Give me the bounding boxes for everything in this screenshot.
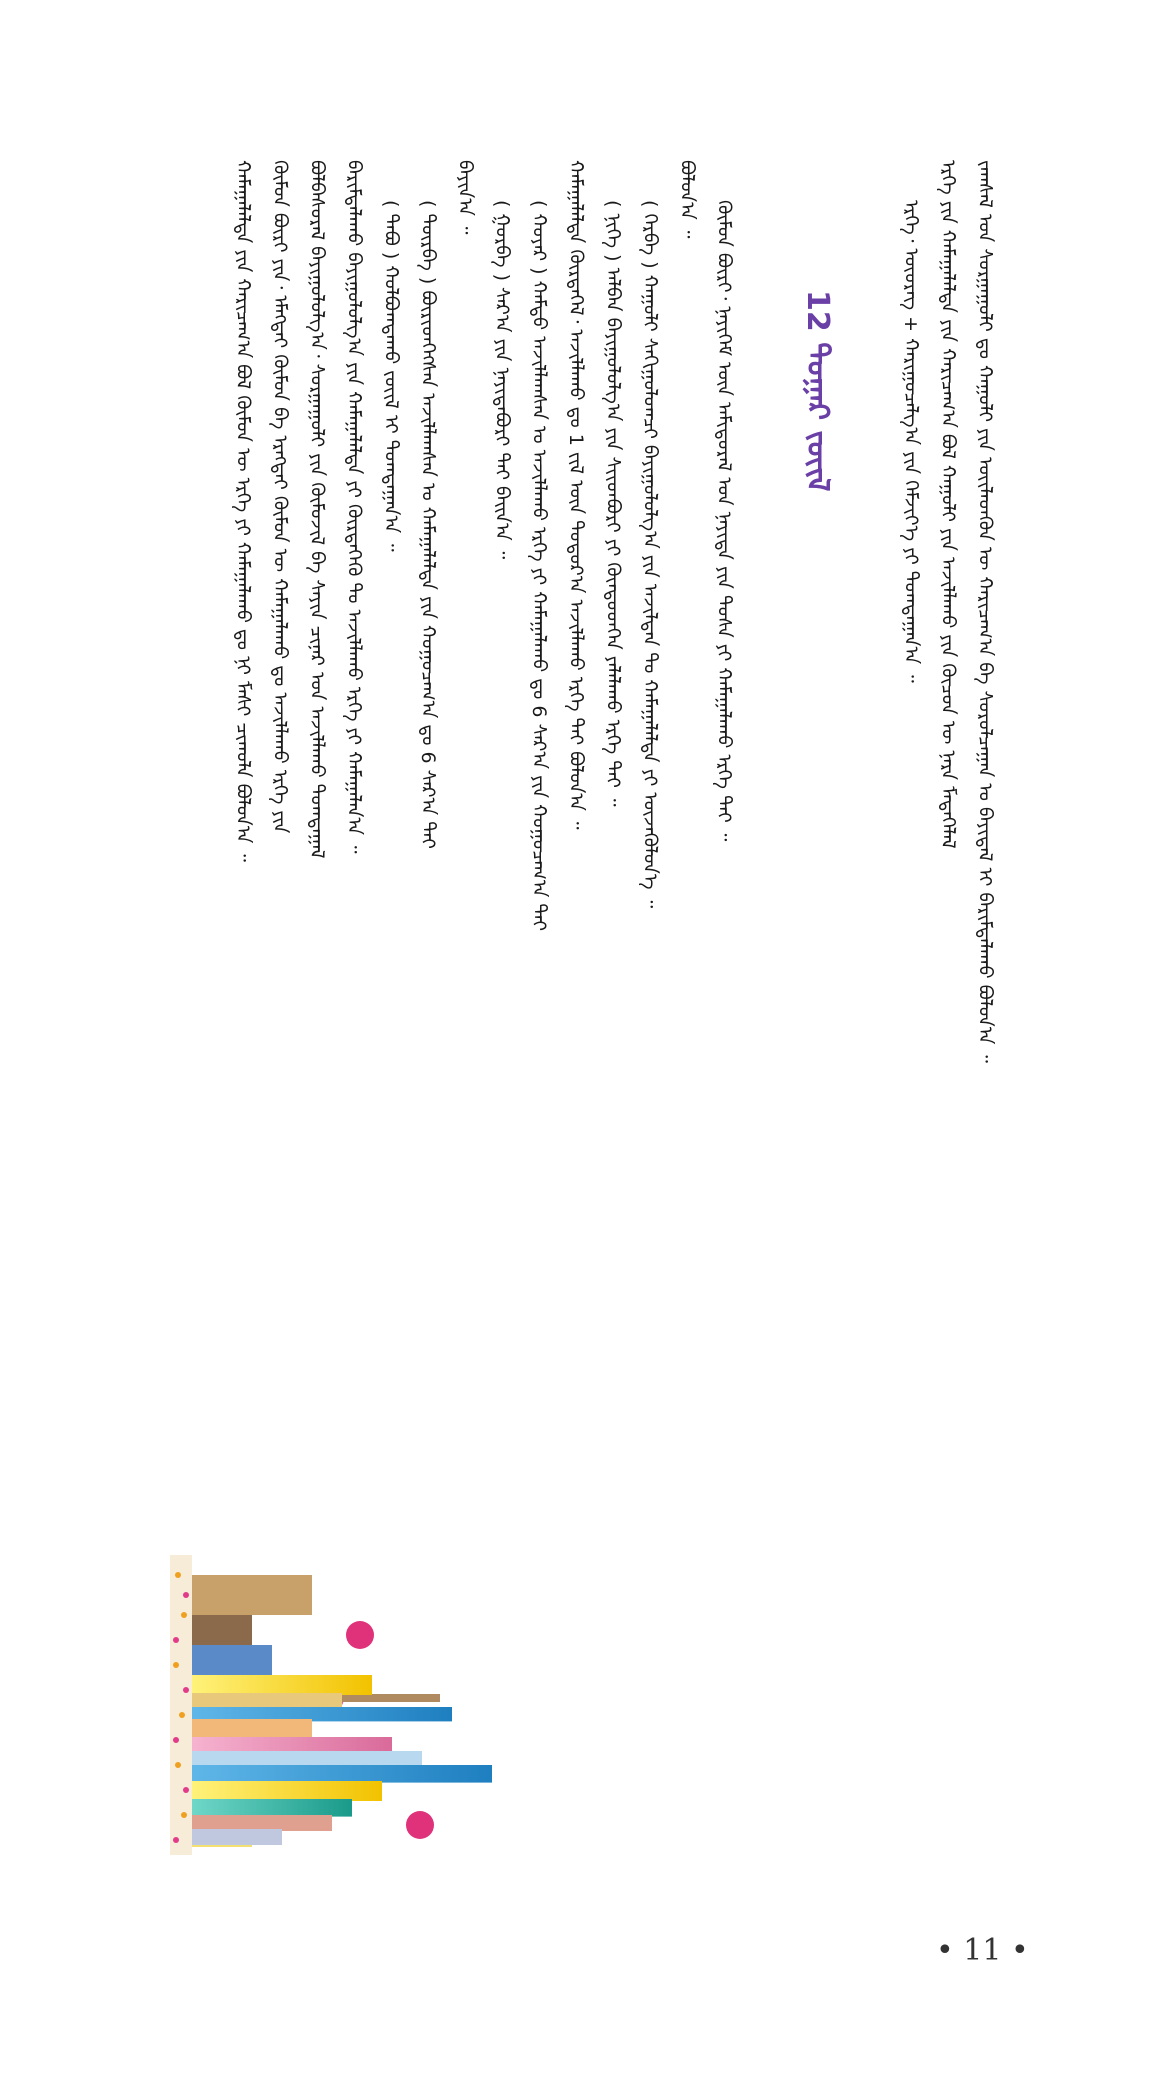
text-line: ( ᠬᠡᠷᠪᠡ ) ᠬᠠᠭᠤᠯᠢ ᠰᠠᠬᠢᠭᠤᠯᠤᠭᠴᠢ ᠪᠠᠶᠢᠭᠤᠯᠤᠯᠭ᠎ᠠ ᠶᠢᠨ ᠠᠵᠢᠯᠲᠠᠨ ᠲᠤ ᠬᠠᠮᠠᠭᠠᠯᠠᠯᠲᠠ ᠶᠢ ᠦᠵᠡᠭᠦᠯᠦᠨ᠎ᠡ ᠃ — [639, 200, 661, 909]
spacer — [847, 160, 892, 1480]
text-line: ᠵᠠᠭᠰᠠᠯ ᠤᠨ ᠰᠤᠷᠭᠠᠭᠤᠯᠢ ᠳᠤ ᠬᠠᠭᠤᠯᠢ ᠶᠢᠨ ᠦᠢᠯᠡᠳᠬᠦᠨ ᠦ ᠬᠠᠷᠢᠴᠠᠭ᠎ᠠ ᠪᠠ ᠰᠤᠷᠤᠯᠴᠠᠭᠠᠨ ᠤ ᠪᠠᠶᠢᠳᠠᠯ ᠢ ᠪᠠᠷᠢᠮᠳᠠᠯᠠᠬᠤ ᠪᠣᠯᠤᠨ᠎ᠠ ᠃ — [974, 160, 996, 1063]
page-number: • 11 • — [936, 1933, 1029, 1968]
skyline-building — [192, 1829, 282, 1845]
text-line: ( ᠲᠠᠪᠤ ) ᠬᠣᠯᠪᠣᠭᠳᠠᠬᠤ ᠵᠦᠢᠯ ᠢ ᠲᠣᠭᠲᠠᠭᠠᠨ᠎ᠠ ᠃ — [380, 200, 402, 552]
text-line: ᠪᠣᠯᠤᠨ᠎ᠠ ᠃ — [676, 160, 698, 239]
skyline-building — [192, 1693, 342, 1709]
text-line: ᠪᠠᠷᠢᠮᠳᠠᠯᠠᠬᠤ ᠪᠠᠶᠢᠭᠤᠯᠤᠯᠭ᠎ᠠ ᠶᠢᠨ ᠬᠠᠮᠠᠭᠠᠯᠠᠯᠲᠠ ᠶᠢ ᠬᠦᠷᠲᠡᠭᠡᠬᠦ ᠲᠤ ᠠᠵᠢᠯᠯᠠᠬᠤ ᠡᠷᠬᠡ ᠶᠢ ᠬᠠᠮᠠᠭᠠᠯᠠᠨ᠎ᠠ ᠃ — [343, 160, 365, 854]
text-line: ( ᠳᠥᠷᠪᠡ ) ᠪᠦᠷᠢᠳᠬᠡᠭᠰᠡᠨ ᠠᠵᠢᠯᠯᠠᠭᠰᠠᠨ ᠤ ᠬᠠᠮᠠᠭᠠᠯᠠᠯᠲᠠ ᠶᠢᠨ ᠬᠤᠭᠤᠴᠠᠭ᠎ᠠ ᠳᠤ 6 ᠰᠠᠷ᠎ᠠ ᠲᠠᠢ — [417, 200, 439, 849]
text-line: ( ᠬᠣᠶᠠᠷ ) ᠬᠠᠮᠲᠤ ᠠᠵᠢᠯᠯᠠᠭᠰᠠᠨ ᠤ ᠠᠵᠢᠯᠯᠠᠬᠤ ᠡᠷᠬᠡ ᠶᠢ ᠬᠠᠮᠠᠭᠠᠯᠠᠬᠤ ᠳᠤ 6 ᠰᠠᠷ᠎ᠠ ᠶᠢᠨ ᠬᠤᠭᠤᠴᠠᠭ᠎ᠠ ᠲᠠᠢ — [528, 200, 550, 932]
city-skyline-illustration — [170, 1555, 970, 1855]
skyline-balloon — [406, 1811, 434, 1839]
text-line: ᠡᠷᠬᠡ ᠶᠢᠨ ᠬᠠᠮᠠᠭᠠᠯᠠᠯᠲᠠ ᠶᠢᠨ ᠬᠠᠷᠢᠴᠠᠭ᠎ᠠ ᠪᠣᠯ ᠬᠠᠭᠤᠯᠢ ᠶᠢᠨ ᠠᠵᠢᠯᠯᠠᠬᠤ ᠶᠢᠨ ᠬᠦᠴᠦᠨ ᠦ ᠨᠡᠷᠡ ᠮᠡᠳᠡᠭᠡᠯᠡᠯ — [937, 160, 959, 849]
skyline-building — [192, 1765, 492, 1783]
text-line: ᠡᠷᠬᠡ᠂ ᠦᠦᠷᠡᠭ + ᠬᠠᠷᠢᠭᠤᠴᠠᠯᠭ᠎ᠠ ᠶᠢᠨ ᠬᠡᠮᠵᠢᠶ᠎ᠡ ᠶᠢ ᠲᠣᠭᠲᠠᠭᠠᠨ᠎ᠠ ᠃ — [900, 200, 922, 683]
skyline-building — [192, 1751, 422, 1767]
text-line: ᠬᠦᠮᠦᠨ ᠪᠦᠷᠢ ᠶᠢᠨ᠂ ᠡᠮᠡᠭᠲᠡᠢ ᠬᠦᠮᠦᠨ ᠪᠠ ᠡᠷᠡᠭᠲᠡᠢ ᠬᠦᠮᠦᠨ ᠦ ᠬᠠᠮᠠᠭᠠᠯᠠᠬᠤ ᠳᠤ ᠠᠵᠢᠯᠯᠠᠬᠤ ᠡᠷᠬᠡ ᠶᠢᠨ — [269, 160, 291, 834]
vertical-text-block — [224, 160, 1003, 1480]
text-line: ᠬᠠᠮᠠᠭᠠᠯᠠᠯᠲᠠ ᠬᠦᠷᠲᠡᠭᠡᠯ᠂ ᠠᠵᠢᠯᠯᠠᠬᠤ ᠳᠤ 1 ᠵᠢᠯ ᠦᠨ ᠳᠤᠲᠤᠷ᠎ᠠ ᠠᠵᠢᠯᠯᠠᠬᠤ ᠡᠷᠬᠡ ᠲᠠᠢ ᠪᠣᠯᠤᠨ᠎ᠠ ᠃ — [565, 160, 587, 830]
skyline-building — [192, 1737, 392, 1752]
section-title: 12 ᠳᠤᠭᠠᠷ ᠵᠦᠢᠯ — [800, 290, 835, 492]
text-line: ᠬᠠᠮᠠᠭᠠᠯᠠᠯᠲᠠ ᠶᠢᠨ ᠬᠠᠷᠢᠴᠠᠭ᠎ᠠ ᠪᠣᠯ ᠬᠦᠮᠦᠨ ᠦ ᠡᠷᠬᠡ ᠶᠢ ᠬᠠᠮᠠᠭᠠᠯᠠᠬᠤ ᠳᠤ ᠨᠢ ᠮᠠᠰᠢ ᠴᠢᠬᠤᠯᠠ ᠪᠣᠯᠤᠨ᠎ᠠ ᠃ — [232, 160, 254, 862]
skyline-building — [192, 1675, 372, 1695]
text-line: ( ᠨᠢᠭᠡ ) ᠠᠯᠪᠠᠨ ᠪᠠᠶᠢᠭᠤᠯᠤᠯᠭ᠎ᠠ ᠶᠢᠨ ᠰᠢᠢᠳᠪᠦᠷᠢ ᠶᠢ ᠬᠦᠨᠳᠦᠳᠬᠡᠨ ᠶᠠᠯᠠᠯᠠᠬᠤ ᠡᠷᠬᠡ ᠲᠠᠢ ᠃ — [602, 200, 624, 807]
text-line: ᠬᠦᠮᠦᠨ ᠪᠦᠷᠢ᠂ ᠨᠡᠶᠢᠭᠡᠮ ᠦᠨ ᠠᠮᠢᠳᠤᠷᠠᠯ ᠤᠨ ᠨᠡᠶᠢᠲᠡ ᠶᠢᠨ ᠲᠤᠰᠠ ᠶᠢ ᠬᠠᠮᠠᠭᠠᠯᠠᠬᠤ ᠡᠷᠬᠡ ᠲᠠᠢ ᠃ — [713, 200, 735, 842]
skyline-building — [192, 1799, 352, 1817]
skyline-building — [192, 1815, 332, 1831]
skyline-building — [192, 1781, 382, 1801]
spacer — [742, 160, 787, 1480]
skyline-building — [192, 1719, 312, 1739]
text-line: ᠪᠣᠯᠪᠠᠰᠤᠷᠠᠯ ᠪᠠᠶᠢᠭᠤᠯᠤᠯᠭ᠎ᠠ᠂ ᠰᠤᠷᠭᠠᠭᠤᠯᠢ ᠶᠢᠨ ᠬᠦᠮᠦᠵᠢᠯ ᠪᠠ ᠰᠠᠶᠢᠨ ᠴᠢᠨᠠᠷ ᠤᠨ ᠠᠵᠢᠯᠯᠠᠬᠤ ᠲᠣᠭᠲᠠᠭᠠᠯ — [306, 160, 328, 859]
text-line: ( ᠭᠤᠷᠪᠠ ) ᠰᠠᠷ᠎ᠠ ᠶᠢᠨ ᠨᠠᠶᠢᠳᠠᠪᠤᠷᠢ ᠲᠠᠢ ᠪᠠᠢᠨ᠎ᠠ ᠃ — [491, 200, 513, 560]
text-line: ᠪᠠᠶᠢᠨ᠎ᠠ ᠃ — [454, 160, 476, 235]
